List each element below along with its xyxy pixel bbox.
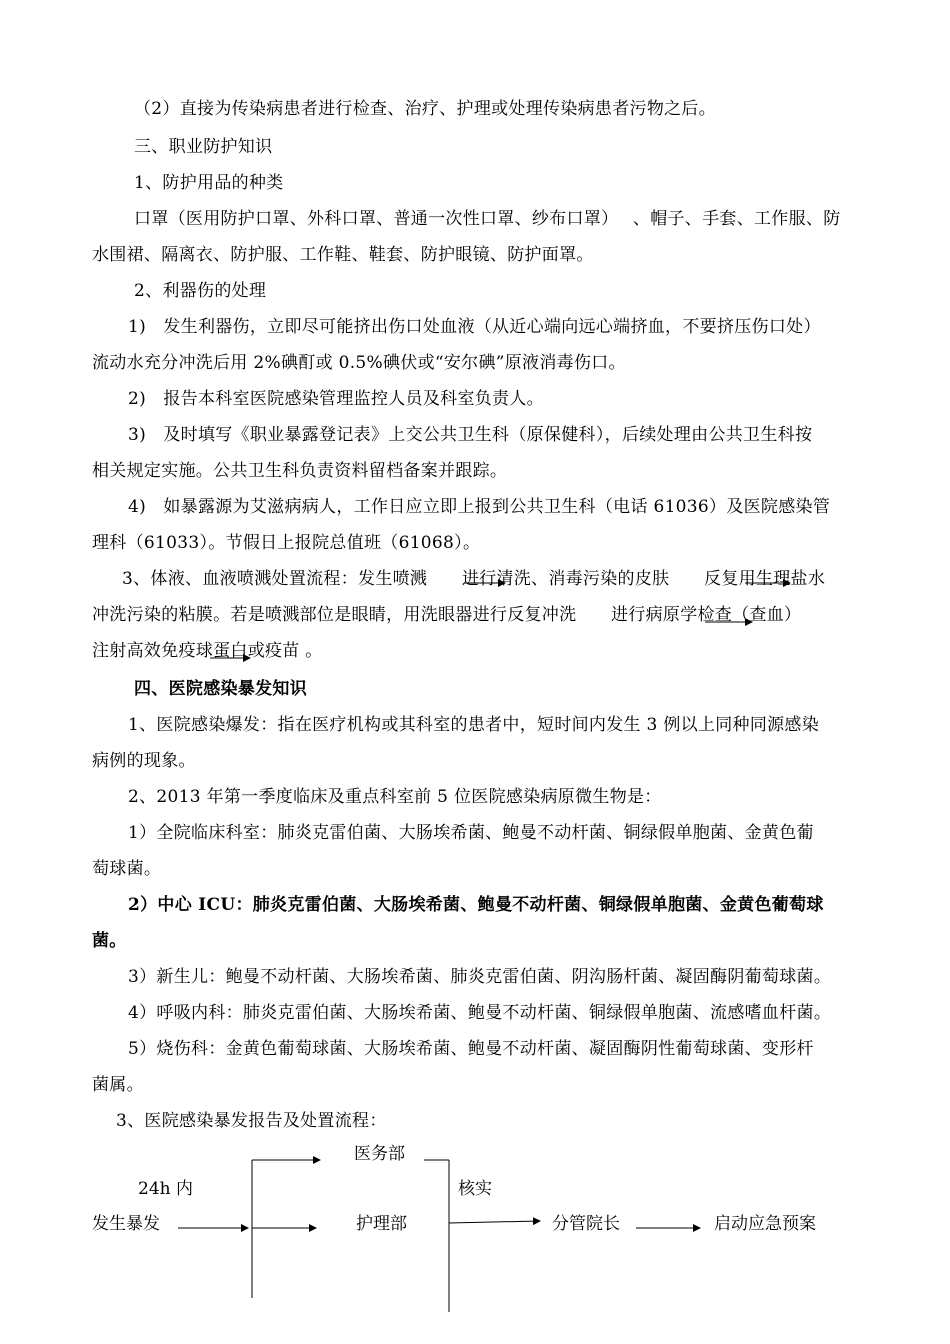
paragraph-pathogens-icu-1: 2）中心 ICU：肺炎克雷伯菌、大肠埃希菌、鲍曼不动杆菌、铜绿假单胞菌、金黄色葡萄球 xyxy=(128,895,824,915)
paragraph-pathogens-burn-2: 菌属。 xyxy=(92,1075,144,1095)
paragraph-top5-pathogens: 2、2013 年第一季度临床及重点科室前 5 位医院感染病原微生物是： xyxy=(128,787,662,807)
paragraph-sharps-step-1a: 1) 发生利器伤，立即尽可能挤出伤口处血液（从近心端向远心端挤血，不要挤压伤口处） xyxy=(128,317,821,337)
paragraph-ppe-list-2: 水围裙、隔离衣、防护服、工作鞋、鞋套、防护眼镜、防护面罩。 xyxy=(92,245,594,265)
paragraph-outbreak-definition-2: 病例的现象。 xyxy=(92,751,196,771)
flow-node-outbreak: 发生暴发 xyxy=(92,1214,160,1234)
flow-node-emergency-plan: 启动应急预案 xyxy=(714,1214,816,1234)
paragraph-sharps-step-3b: 相关规定实施。公共卫生科负责资料留档备案并跟踪。 xyxy=(92,461,508,481)
paragraph-sharps-step-2: 2) 报告本科室医院感染管理监控人员及科室负责人。 xyxy=(128,389,544,409)
flow-node-medical-dept: 医务部 xyxy=(354,1144,405,1164)
paragraph-pathogens-respiratory: 4）呼吸内科：肺炎克雷伯菌、大肠埃希菌、鲍曼不动杆菌、铜绿假单胞菌、流感嗜血杆菌。 xyxy=(128,1003,832,1023)
paragraph-sharps-step-3a: 3) 及时填写《职业暴露登记表》上交公共卫生科（原保健科），后续处理由公共卫生科按 xyxy=(128,425,813,445)
paragraph-sharps-step-4b: 理科（61033）。节假日上报院总值班（61068）。 xyxy=(92,533,481,553)
paragraph-ppe-list-1: 口罩（医用防护口罩、外科口罩、普通一次性口罩、纱布口罩） 、帽子、手套、工作服、防 xyxy=(134,209,841,229)
paragraph-pathogens-burn-1: 5）烧伤科：金黄色葡萄球菌、大肠埃希菌、鲍曼不动杆菌、凝固酶阴性葡萄球菌、变形杆 xyxy=(128,1039,814,1059)
paragraph-pathogens-icu-2: 菌。 xyxy=(92,931,127,951)
heading-hai-outbreak: 四、医院感染暴发知识 xyxy=(134,679,307,699)
paragraph-pathogens-all-depts-1: 1）全院临床科室：肺炎克雷伯菌、大肠埃希菌、鲍曼不动杆菌、铜绿假单胞菌、金黄色葡 xyxy=(128,823,814,843)
paragraph-pathogens-all-depts-2: 萄球菌。 xyxy=(92,859,162,879)
paragraph-outbreak-report-flow: 3、医院感染暴发报告及处置流程： xyxy=(116,1111,387,1131)
flow-node-vice-president: 分管院长 xyxy=(552,1214,620,1234)
heading-ppe-types: 1、防护用品的种类 xyxy=(134,173,284,193)
paragraph-outbreak-definition-1: 1、医院感染爆发：指在医疗机构或其科室的患者中，短时间内发生 3 例以上同种同源感染 xyxy=(128,715,820,735)
heading-sharps-injury: 2、利器伤的处理 xyxy=(134,281,267,301)
flow-label-verify: 核实 xyxy=(458,1179,492,1199)
paragraph-sharps-step-4a: 4) 如暴露源为艾滋病病人，工作日应立即上报到公共卫生科（电话 61036）及医院感染管 xyxy=(128,497,831,517)
flow-node-nursing-dept: 护理部 xyxy=(356,1214,407,1234)
heading-occupational-protection: 三、职业防护知识 xyxy=(134,137,273,157)
flow-arrow-vice-president xyxy=(449,1221,540,1223)
flow-label-within-24h: 24h 内 xyxy=(138,1179,193,1199)
paragraph-splash-procedure-1: 3、体液、血液喷溅处置流程：发生喷溅 进行清洗、消毒污染的皮肤 反复用生理盐水 xyxy=(122,569,826,589)
paragraph-sharps-step-1b: 流动水充分冲洗后用 2%碘酊或 0.5%碘伏或“安尔碘”原液消毒伤口。 xyxy=(92,353,626,373)
paragraph-pathogens-neonatal: 3）新生儿：鲍曼不动杆菌、大肠埃希菌、肺炎克雷伯菌、阴沟肠杆菌、凝固酶阴葡萄球菌。 xyxy=(128,967,832,987)
paragraph-splash-procedure-3: 注射高效免疫球蛋白或疫苗 。 xyxy=(92,641,323,661)
paragraph-contact-after-patient: （2）直接为传染病患者进行检查、治疗、护理或处理传染病患者污物之后。 xyxy=(134,99,717,119)
paragraph-splash-procedure-2: 冲洗污染的粘膜。若是喷溅部位是眼睛，用洗眼器进行反复冲洗 进行病原学检查（查血） xyxy=(92,605,802,625)
